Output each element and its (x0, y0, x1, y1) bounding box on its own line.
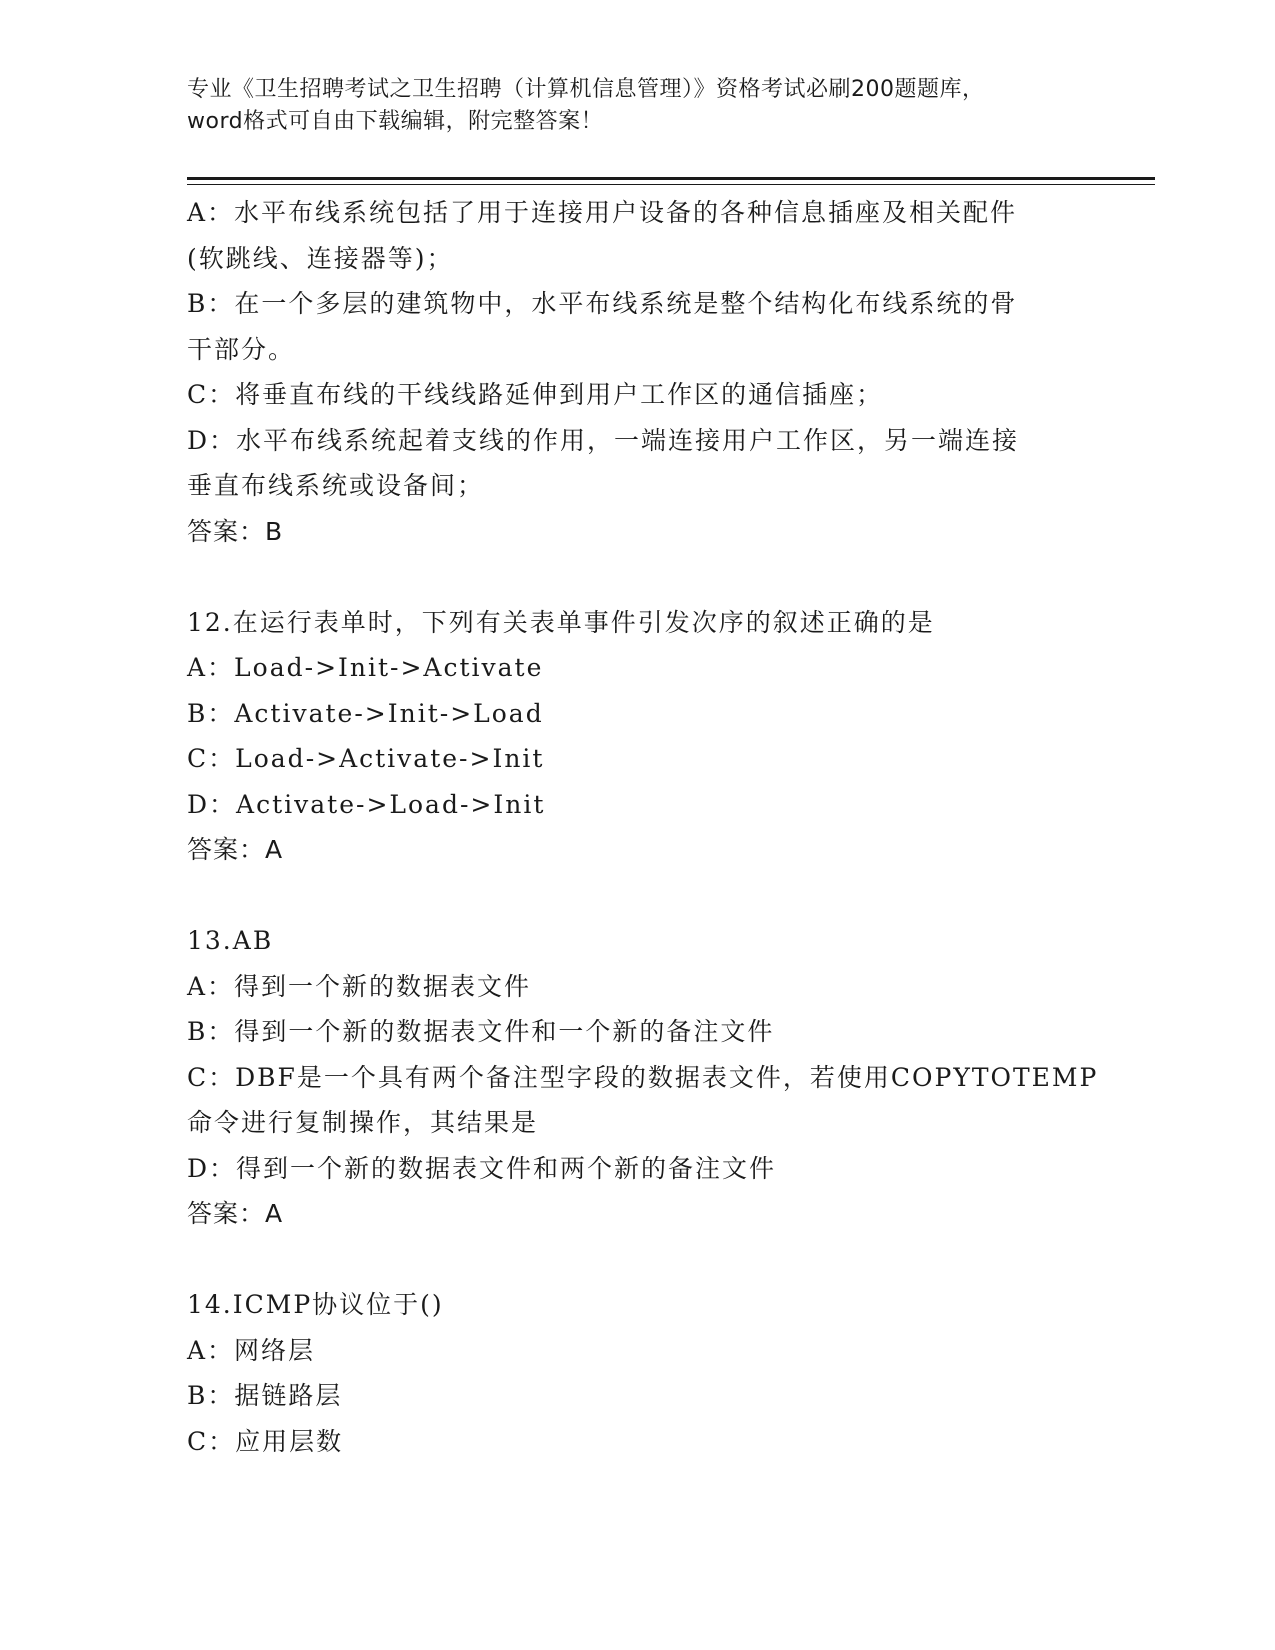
option-a: A：网络层 (187, 1335, 316, 1365)
option-b-line-2: 干部分。 (187, 334, 296, 364)
header-rule-thin (187, 184, 1155, 185)
question-11-block (187, 190, 1087, 554)
question-stem: 12.在运行表单时，下列有关表单事件引发次序的叙述正确的是 (187, 607, 935, 637)
option-a-line-2: (软跳线、连接器等)； (187, 243, 454, 273)
option-d-line-1: D：水平布线系统起着支线的作用，一端连接用户工作区，另一端连接 (187, 425, 1020, 455)
answer-label: 答案：B (187, 516, 284, 546)
option-c-line-1: C：DBF是一个具有两个备注型字段的数据表文件，若使用COPYTOTEMP (187, 1062, 1099, 1092)
question-content (187, 190, 1099, 1464)
option-d: D：得到一个新的数据表文件和两个新的备注文件 (187, 1153, 777, 1183)
option-c: C：应用层数 (187, 1426, 344, 1456)
option-b: B：得到一个新的数据表文件和一个新的备注文件 (187, 1017, 775, 1046)
option-c: C：Load->Activate->Init (187, 744, 545, 773)
spacer (187, 873, 1087, 919)
option-a: A：Load->Init->Activate (187, 653, 544, 682)
option-a-line-1: A：水平布线系统包括了用于连接用户设备的各种信息插座及相关配件 (187, 198, 1018, 227)
option-c: C：将垂直布线的干线线路延伸到用户工作区的通信插座； (187, 380, 884, 409)
spacer (187, 1237, 1087, 1283)
question-stem: 13.AB (187, 926, 274, 955)
answer-label: 答案：A (187, 1199, 284, 1228)
question-13-block (187, 918, 1099, 1237)
option-b: B：据链路层 (187, 1381, 343, 1410)
option-d-line-2: 垂直布线系统或设备间； (187, 471, 485, 500)
answer-label: 答案：A (187, 835, 284, 864)
option-b-line-1: B：在一个多层的建筑物中，水平布线系统是整个结构化布线系统的骨 (187, 289, 1018, 318)
spacer (187, 554, 1087, 600)
option-d: D：Activate->Load->Init (187, 789, 546, 819)
option-b: B：Activate->Init->Load (187, 698, 544, 728)
option-c-line-2: 命令进行复制操作，其结果是 (187, 1108, 539, 1137)
question-stem: 14.ICMP协议位于() (187, 1290, 444, 1319)
document-header (187, 74, 1087, 138)
header-line-1: 专业《卫生招聘考试之卫生招聘（计算机信息管理）》资格考试必刷200题题库， (187, 77, 985, 102)
header-line-2: word格式可自由下载编辑，附完整答案！ (187, 109, 604, 134)
header-rule-thick (187, 177, 1155, 180)
question-12-block (187, 600, 1087, 873)
option-a: A：得到一个新的数据表文件 (187, 971, 532, 1001)
question-14-block (187, 1282, 1087, 1464)
